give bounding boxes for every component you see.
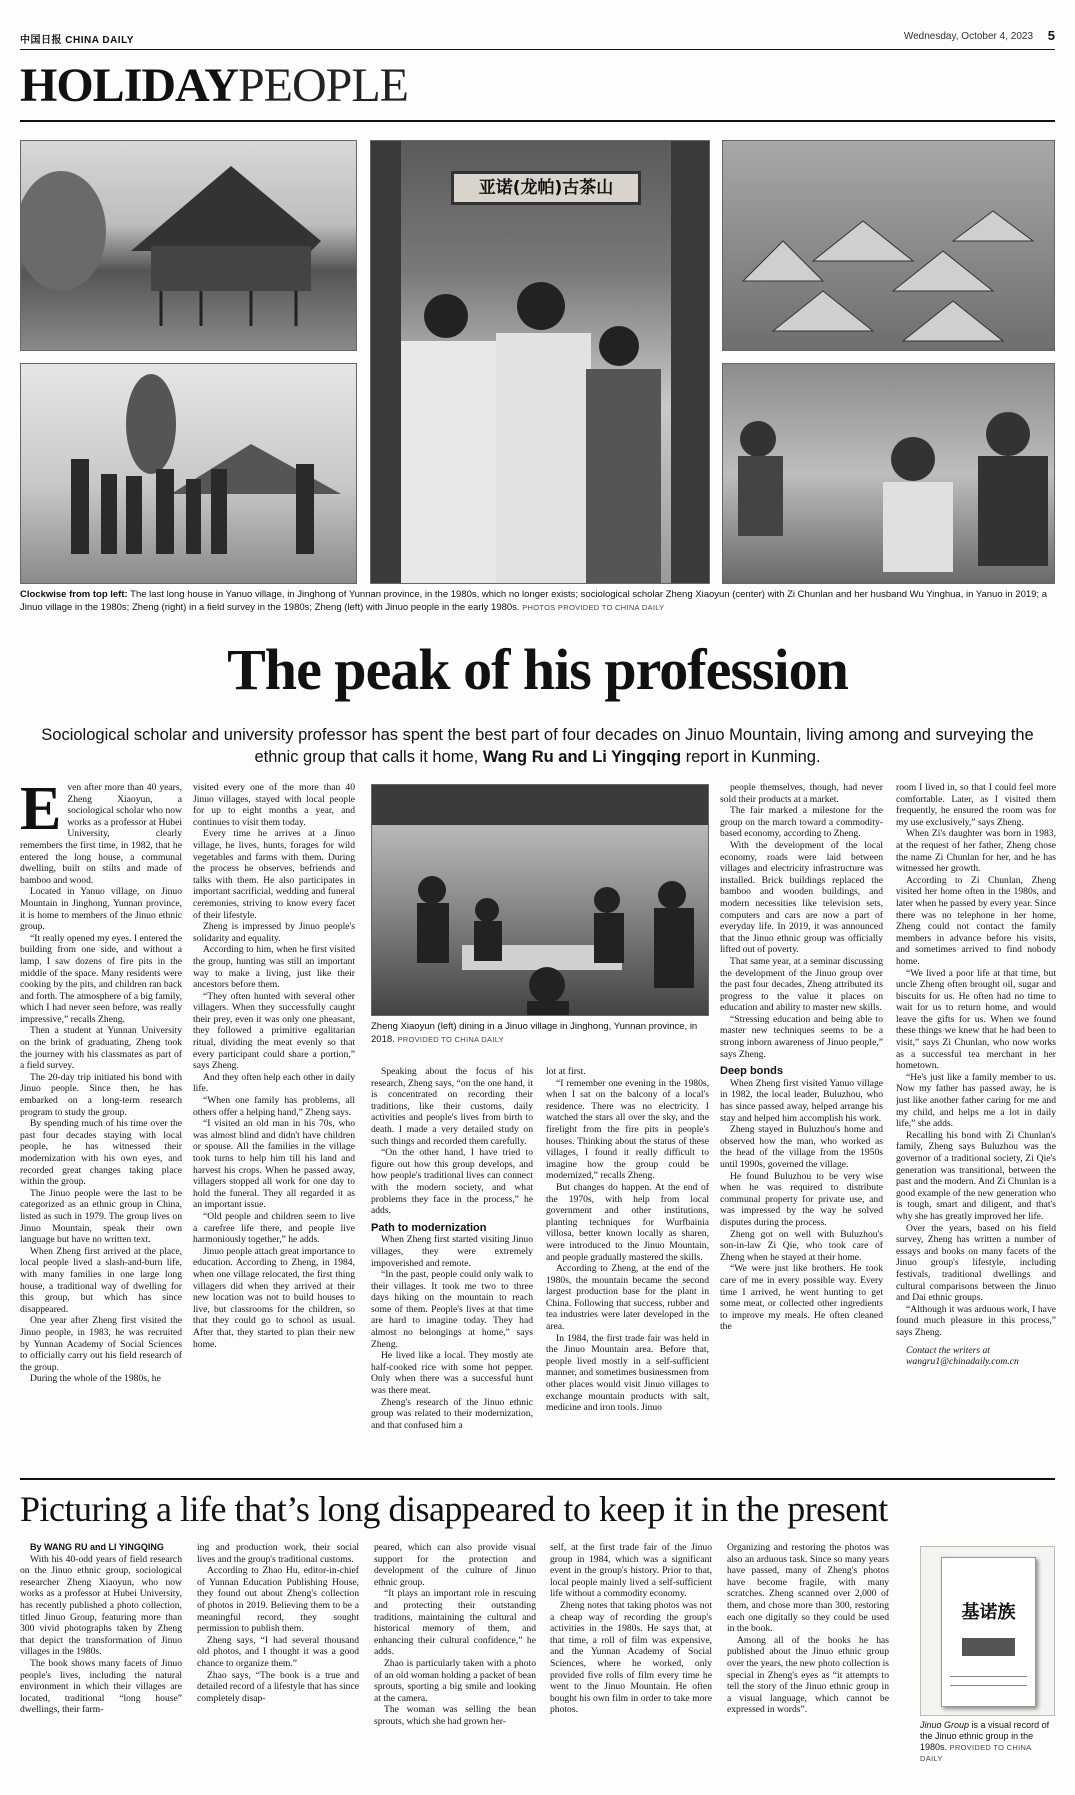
article-column-1 (20, 782, 182, 1470)
paragraph: Zhao says, “The book is a true and detailed record of a lifestyle that has since completely disap- (197, 1669, 359, 1704)
paragraph: Zheng is impressed by Jinuo people's solidarity and equality. (193, 921, 355, 944)
col1-paras (20, 782, 182, 1385)
book-caption-text: is a visual record of the Jinuo ethnic group in the 1980s. (920, 1720, 1050, 1752)
paragraph: According to Zhao Hu, editor-in-chief of Yunnan Education Publishing House, they found out about Zheng's collection of photos in 2019. Believing them to be a meaningful record, they sought permission to publish them. (197, 1565, 359, 1635)
issue-date: Wednesday, October 4, 2023 (903, 31, 1033, 42)
paragraph: The 20-day trip initiated his bond with Jinuo people. Since then, he has embarked on a long-term research program to study the group. (20, 1071, 182, 1118)
book-cover (941, 1557, 1036, 1707)
paragraph: Located in Yanuo village, on Jinuo Mountain in Jinghong, Yunnan province, it is home to members of the Jinuo ethnic group. (20, 886, 182, 933)
paragraph: “He's just like a family member to us. Now my father has passed away, he is just like another father caring for me and my child, and helps me a lot in daily life,” she adds. (896, 1071, 1056, 1130)
paragraph: According to Zheng, at the end of the 1980s, the mountain became the second largest production base for the plant in China. Following that success, rubber and tea industries were later developed in the area. (546, 1263, 709, 1333)
paragraph: “We lived a poor life at that time, but uncle Zheng often brought oil, sugar and biscuits for us. He often had no time to wait for us to return home, and would leave the gifts for us. When we found these things we knew that he had been to visit,” says Zi Chunlan, who now works as a successful tea merchant in her hometown. (896, 967, 1056, 1072)
paragraph: When Zheng first arrived at the place, local people lived a slash-and-burn life, with many families in one large long house, a traditional way of dwelling for this group, but which has since disappeared. (20, 1245, 182, 1315)
photo-jinuo-village-1980s (20, 363, 357, 584)
paragraph: “Old people and children seem to live a carefree life there, and people live harmoniously together,” he adds. (193, 1210, 355, 1246)
paragraph: The Jinuo people were the last to be categorized as an ethnic group in China, listed as such in 1979. The group lives on Jinuo Mountain, speak their own language but have no written text. (20, 1187, 182, 1246)
col5-paras (720, 782, 883, 1060)
paragraph: Zheng says, “I had several thousand old photos, and I thought it was a good chance to organize them.” (197, 1634, 359, 1669)
paragraph: He lived like a local. They mostly ate half-cooked rice with some hot pepper. Only when there was a successful hunt was there meat. (371, 1350, 533, 1397)
paragraph: According to Zi Chunlan, Zheng visited her home often in the 1980s, and later when he passed by every year. Since there was no telephone in her home, Zheng could not contact the family members in advance before his visits, and sometimes arrived to find nobody home. (896, 874, 1056, 967)
caption-text: The last long house in Yanuo village, in Jinghong of Yunnan province, in the 1980s, which no longer exists; sociological scholar Zheng Xiaoyun (center) with Zi Chunlan and her husband Wu Yinghua, in Yanuo in 2019; a Jinuo village in the 1980s; Zheng (right) in a field survey in the 1980s; Zheng (left) with Jinuo people in the early 1980s. (20, 589, 1047, 613)
three-people-illustration (371, 141, 710, 584)
masthead-logo: 中国日报 CHINA DAILY (20, 35, 134, 46)
article-column-3 (371, 1066, 533, 1470)
paragraph: When Zi's daughter was born in 1983, at the request of her father, Zheng chose the name Zi Chunlan for her, and he has witnessed her growth. (896, 828, 1056, 875)
paragraph: Zheng got on well with Buluzhou's son-in-law Zi Qie, who took care of Zheng when he stayed at their home. (720, 1228, 883, 1263)
paragraph: Zheng notes that taking photos was not a cheap way of recording the group's activities in the 1980s. He says that, at that time, a roll of film was expensive, and the Yunnan Academy of Social Sciences, where he worked, only provided five rolls of film every time he went to the Jinuo Mountain. He often bought his own film in order to take more photos. (550, 1599, 712, 1716)
deck-end: report in Kunming. (685, 748, 821, 766)
paragraph: Recalling his bond with Zi Chunlan's family, Zheng says Buluzhou was the governor of a traditional society, Zi Qie's generation was transitional, between the past and the modern. And Zi Chunlan is a good example of the new generation who is tough, smart and diligent, and that's why she has greatly improved her life. (896, 1129, 1056, 1222)
paragraph: He found Buluzhou to be very wise when he was required to distribute communal property for private use, and was impressed by the way he solved disputes during the process. (720, 1170, 883, 1228)
paragraph: Zhao is particularly taken with a photo of an old woman holding a packet of bean sprouts, sporting a big smile and looking at the camera. (374, 1657, 536, 1704)
article-column-5 (720, 782, 883, 1470)
s-col1-paras (20, 1554, 182, 1716)
second-byline: By WANG RU and LI YINGQING (30, 1542, 164, 1552)
second-column-1 (20, 1542, 182, 1782)
page-number: 5 (1047, 28, 1055, 43)
col3b-paras (371, 1234, 533, 1431)
col2-paras (193, 782, 355, 1350)
field-survey-illustration (723, 364, 1055, 584)
paragraph: But changes do happen. At the end of the 1970s, with help from local government and other institutions, planting techniques for Wurfbainia villosa, better known locally as sharen, were introduced to the Jinuo Mountain, and people gradually mastered the skills. (546, 1181, 709, 1263)
paragraph: Speaking about the focus of his research, Zheng says, “on the one hand, it is concentrated on recording their traditions, like their customs, daily activities and people's lives from birth to death. I made a very detailed study on such things and recorded them carefully. (371, 1066, 533, 1147)
section-rule (20, 120, 1055, 122)
paragraph: “On the other hand, I have tried to figure out how this group develops, and how people's traditional lives can connect with the modern society, and what problems they face in the process,” he adds. (371, 1147, 533, 1217)
paragraph: One year after Zheng first visited the Jinuo people, in 1983, he was recruited by Yunnan Academy of Social Sciences to officially carry out his field research of the group. (20, 1315, 182, 1373)
paragraph: visited every one of the more than 40 Jinuo villages, stayed with local people for up to eight months a year, and continues to visit them today. (193, 782, 355, 828)
long-house-illustration (21, 141, 357, 351)
col5b-paras (720, 1078, 883, 1333)
book-caption (920, 1720, 1055, 1764)
second-column-3 (374, 1542, 536, 1782)
tea-mountain-sign: 亚诺(龙帕)古茶山 (451, 171, 641, 205)
section-title-a: HOLIDAY (20, 59, 238, 112)
village-people-illustration (21, 364, 357, 584)
s-col3-paras (374, 1542, 536, 1728)
s-col4-paras (550, 1542, 712, 1716)
top-photo-caption (20, 588, 1055, 614)
paragraph: With his 40-odd years of field research on the Jinuo ethnic group, sociological researcher Zheng Xiaoyun, who now works as a professor at Hubei University, has recently published a photo collection, titled Jinuo Group, featuring more than 300 vivid photographs taken by Zheng that depict the transformation of Jinuo villages in the 1980s. (20, 1553, 182, 1658)
paragraph: “We were just like brothers. He took care of me in every possible way. Every time I arrived, he went hunting to get some meat, or collected other ingredients to improve my meals. He often cleaned the (720, 1263, 883, 1333)
col4-paras (546, 1066, 709, 1414)
center-caption-text: Zheng Xiaoyun (left) dining in a Jinuo village in Jinghong, Yunnan province, in 2018. (371, 1021, 698, 1045)
paragraph: “Stressing education and being able to master new techniques seems to be a strong inborn awareness of Jinuo people,” says Zheng. (720, 1013, 883, 1060)
article-column-6 (896, 782, 1056, 1470)
col6-paras (896, 782, 1056, 1339)
section-title (20, 59, 408, 112)
s-col5-paras (727, 1542, 889, 1716)
subhead-deep-bonds: Deep bonds (720, 1065, 783, 1078)
paragraph: “I visited an old man in his 70s, who was almost blind and didn't have children or spouse. All the families in the village took turns to help him till his land and harvest his crops. When he passed away, villagers stopped all work for one day to hold the funeral. They all regarded it as an important issue. (193, 1118, 355, 1211)
paragraph: “When one family has problems, all others offer a helping hand,” Zheng says. (193, 1095, 355, 1118)
paragraph: “I remember one evening in the 1980s, when I sat on the balcony of a local's residence. There was no electricity. I watched the stars all over the sky, and the firelight from the fire pits in people's houses. Thinking about the status of these villages, I found it really difficult to imagine how the group could be modernized,” recalls Zheng. (546, 1077, 709, 1182)
paragraph: people themselves, though, had never sold their products at a market. (720, 782, 883, 805)
caption-credit: PHOTOS PROVIDED TO CHINA DAILY (522, 603, 665, 612)
contact-email[interactable]: wangru1@chinadaily.com.cn (906, 1356, 1019, 1368)
second-column-2 (197, 1542, 359, 1782)
drop-cap: E (20, 782, 62, 843)
photo-field-survey (722, 363, 1055, 584)
paragraph: “It really opened my eyes. I entered the building from one side, and without a lamp, I saw dozens of fire pits in the middle of the space. Many residents were cooking by the pits, and children ran back and forth. The atmosphere of a big family, which I had never seen before, was really impressive,” recalls Zheng. (20, 932, 182, 1025)
paragraph: lot at first. (546, 1066, 586, 1077)
paragraph: The woman was selling the bean sprouts, which she had grown her- (374, 1704, 536, 1727)
contact-line: Contact the writers at (906, 1344, 990, 1356)
deck-authors: Wang Ru and Li Yingqing (482, 748, 682, 766)
paragraph: self, at the first trade fair of the Jinuo group in 1984, which was a significant event in the group's history. Prior to that, local people mainly lived a self-sufficient life without a commodity economy. (550, 1542, 712, 1600)
photo-long-house (20, 140, 357, 351)
second-headline: Picturing a life that’s long disappeared to keep it in the present (20, 1489, 888, 1529)
paragraph: The book shows many facets of Jinuo people's lives, including the natural environment in which their villages are located, traditional “long house” dwellings, their farm- (20, 1657, 182, 1716)
paragraph: When Zheng first started visiting Jinuo villages, they were extremely impoverished and remote. (371, 1234, 533, 1269)
paragraph: Then a student at Yunnan University on the brink of graduating, Zheng took the journey with his classmates as part of a field survey. (20, 1025, 182, 1072)
paragraph: In 1984, the first trade fair was held in the Jinuo Mountain area. Before that, people lived mostly in a self-sufficient manner, and sometimes businessmen from other places would visit Jinuo villages to exchange mountain products with salt, medicine and iron tools. Jinuo (546, 1332, 709, 1414)
paragraph: “It plays an important role in rescuing and protecting their outstanding traditions, maintaining the cultural and historical memory of them, and enhancing their cultural confidence,” he adds. (374, 1588, 536, 1658)
col3-paras (371, 1066, 533, 1217)
paragraph: “Although it was arduous work, I have found much pleasure in this process,” says Zheng. (896, 1303, 1056, 1338)
paragraph: Every time he arrives at a Jinuo village, he lives, hunts, forages for wild vegetables and farms with them. During the process he observes, befriends and talks with them. He also participates in important sacrificial, wedding and funeral ceremonies, striving to know every facet of their lifestyle. (193, 828, 355, 921)
photo-zheng-with-zi-family (370, 140, 710, 584)
s-col2-paras (197, 1542, 359, 1704)
dining-scene-illustration (372, 785, 709, 1016)
second-column-4 (550, 1542, 712, 1782)
paragraph: With the development of the local economy, roads were laid between villages and electricity infrastructure was installed. Brick buildings replaced the bamboo and wooden buildings, and modern necessities like television sets, computers and cars are now a part of everyday life. In 2019, it was announced that the Jinuo ethnic group was officially lifted out of poverty. (720, 839, 883, 956)
book-caption-credit: PROVIDED TO CHINA DAILY (920, 1743, 1032, 1763)
caption-lead: Clockwise from top left: (20, 589, 128, 600)
article-column-2 (193, 782, 355, 1470)
paragraph: “In the past, people could only walk to their villages. It took me two to three days hiking on the mountain to reach some of them. People's lives at that time are hard to imagine today. They had almost no belongings at home,” says Zheng. (371, 1269, 533, 1350)
mid-rule (20, 1478, 1055, 1480)
paragraph: By spending much of his time over the past four decades staying with local people, he has witnessed their modernization with his own eyes, and recorded great changes taking place within the group. (20, 1118, 182, 1188)
paragraph: Organizing and restoring the photos was also an arduous task. Since so many years have passed, many of Zheng's photos have become fragile, with many scratches. Zheng scanned over 2,000 of them, and chose more than 300, restoring each one digitally so they could be used in the book. (727, 1542, 889, 1635)
paragraph: room I lived in, so that I could feel more comfortable. Later, as I visited them frequently, he ensured the room was for my use exclusively,” says Zheng. (896, 782, 1056, 828)
paragraph: That same year, at a seminar discussing the development of the Jinuo group over the past four decades, Zheng attributed its progress to the value it places on education and ability to master new skills. (720, 955, 883, 1014)
paragraph: peared, which can also provide visual support for the protection and development of the culture of Jinuo ethnic group. (374, 1542, 536, 1588)
paragraph: Among all of the books he has published about the Jinuo ethnic group over the years, the new photo collection is special in Zheng's eyes as “it attempts to tell the story of the Jinuo ethnic group in a visual language, which cannot be expressed in words”. (727, 1634, 889, 1716)
photo-dining-jinuo (371, 784, 709, 1016)
paragraph: According to him, when he first visited the group, hunting was still an important way to make a living, just like their ancestors before them. (193, 944, 355, 991)
paragraph: ing and production work, their social lives and the group's traditional customs. (197, 1542, 359, 1565)
center-photo-caption (371, 1020, 709, 1046)
paragraph: During the whole of the 1980s, he (30, 1373, 161, 1385)
article-column-4 (546, 1066, 709, 1470)
book-band (962, 1638, 1015, 1656)
book-caption-title: Jinuo Group (920, 1720, 970, 1730)
book-footer-line (950, 1676, 1027, 1686)
page-header (20, 28, 1055, 48)
village-roofs-illustration (723, 141, 1055, 351)
second-column-5 (727, 1542, 889, 1782)
paragraph: Zheng's research of the Jinuo ethnic group was related to their modernization, and that confused him a (371, 1396, 533, 1431)
headline: The peak of his profession (227, 637, 848, 702)
deck (40, 724, 1035, 768)
paragraph: When Zheng first visited Yanuo village in 1982, the local leader, Buluzhou, who has since passed away, helped arrange his stay and helped him accomplish his work. (720, 1077, 883, 1124)
paragraph: “They often hunted with several other villagers. When they successfully caught their prey, even it was only one pheasant, they followed a primitive egalitarian ritual, dividing the meat evenly so that every participant could share a portion,” says Zheng. (193, 990, 355, 1072)
header-rule (20, 49, 1055, 50)
center-caption-credit: PROVIDED TO CHINA DAILY (397, 1035, 504, 1044)
section-title-b: PEOPLE (237, 59, 408, 112)
paragraph: And they often help each other in daily life. (193, 1071, 355, 1095)
paragraph: Over the years, based on his field survey, Zheng has written a number of essays and books on many facets of the Jinuo group's lifestyle, including festivals, traditional dwellings and cultural comparisons between the Jinuo and Dai ethnic groups. (896, 1222, 1056, 1304)
subhead-path-to-modernization: Path to modernization (371, 1221, 487, 1234)
book-title: 基诺族 (961, 1602, 1016, 1623)
paragraph: Jinuo people attach great importance to education. According to Zheng, in 1984, when one village relocated, the first thing villagers did when they arrived at their new location was not to build houses to live, but classrooms for the children, so that they could go to school as usual. After that, they started to plan their new home. (193, 1245, 355, 1350)
deck-text: Sociological scholar and university professor has spent the best part of four decades on Jinuo Mountain, living among and surveying the ethnic group that calls it home, (41, 726, 1034, 766)
book-cover-photo (920, 1546, 1055, 1716)
photo-jinuo-village-roofs (722, 140, 1055, 351)
paragraph: ven after more than 40 years, Zheng Xiaoyun, a sociological scholar who now works as a professor at Hubei University, clearly remembers the first time, in 1982, that he entered the long house, a communal dwelling, built on stilts and made of bamboo and wood. (20, 782, 182, 886)
paragraph: The fair marked a milestone for the group on the march toward a commodity-based economy, according to Zheng. (720, 805, 883, 840)
paragraph: Zheng stayed in Buluzhou's home and observed how the man, who worked as the head of the village from the 1950s until 1990s, governed the village. (720, 1124, 883, 1170)
